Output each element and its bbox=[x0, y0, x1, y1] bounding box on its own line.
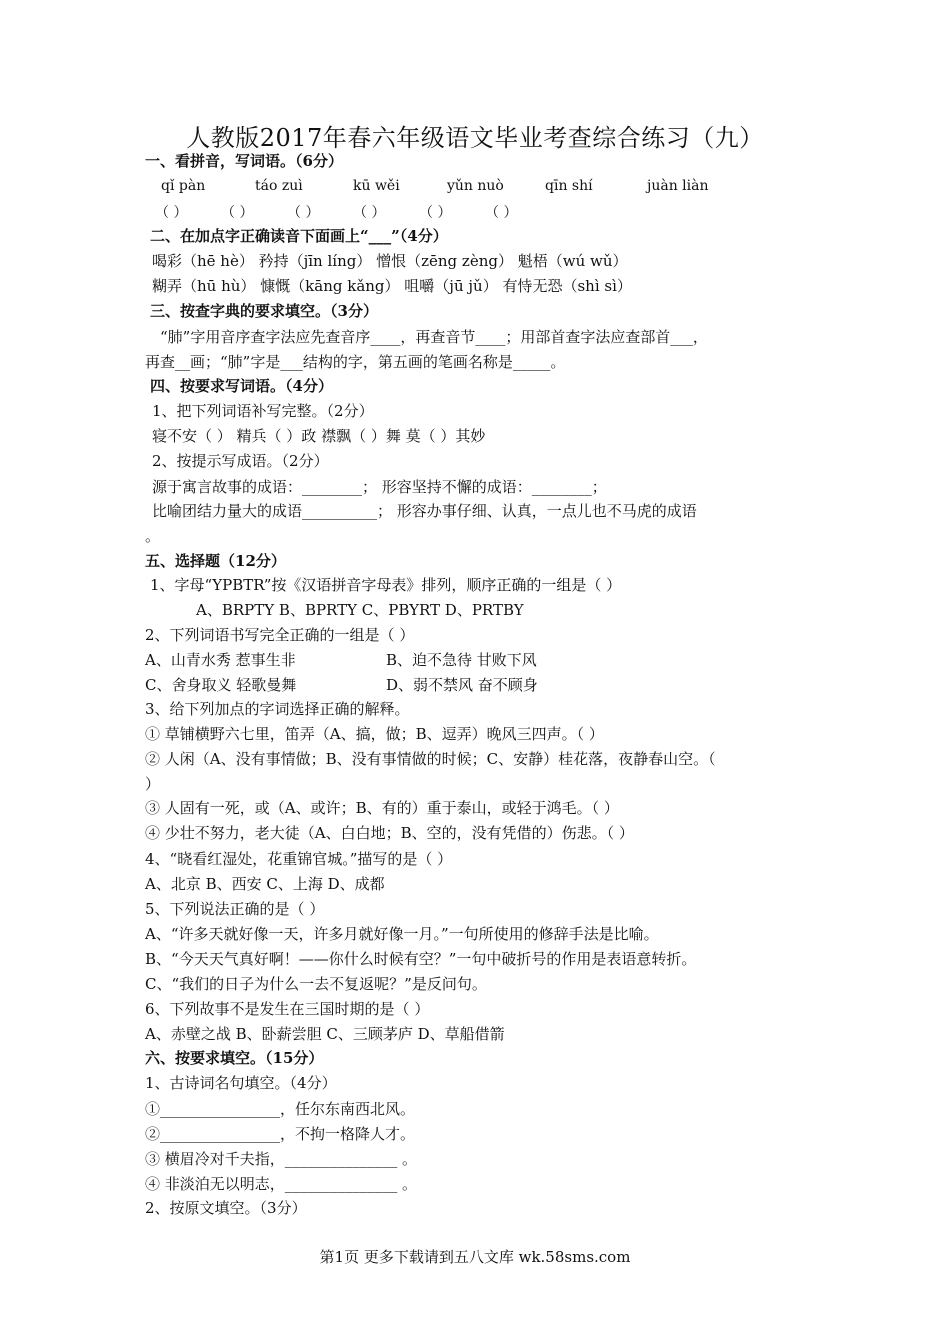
question-5-3-item-2: ② 人闲（A、没有事情做；B、没有事情做的时候；C、安静）桂花落，夜静春山空。（ bbox=[145, 750, 716, 768]
poem-blank-2: ②________________，不拘一格降人才。 bbox=[145, 1125, 416, 1143]
question-5-3: 3、给下列加点的字词选择正确的解释。 bbox=[145, 700, 410, 718]
question-4-1: 1、把下列词语补写完整。（2分） bbox=[152, 402, 374, 420]
section-4-heading: 四、按要求写词语。（4分） bbox=[150, 377, 333, 395]
question-6-2: 2、按原文填空。（3分） bbox=[145, 1199, 307, 1217]
idiom-prompt-b: 比喻团结力量大的成语__________； 形容办事仔细、认真，一点儿也不马虎的成语 bbox=[152, 502, 697, 520]
pinyin-item: qǐ pàn bbox=[161, 178, 206, 194]
page-footer: 第1页 更多下载请到五八文库 wk.58sms.com bbox=[319, 1248, 631, 1266]
pinyin-item: táo zuì bbox=[255, 178, 303, 194]
pinyin-item: juàn liàn bbox=[647, 178, 709, 194]
dictionary-paragraph-line-2: 再查__画；“肺”字是___结构的字，第五画的笔画名称是_____。 bbox=[145, 353, 566, 371]
question-5-3-item-3: ③ 人固有一死，或（A、或许；B、有的）重于泰山，或轻于鸿毛。（ ） bbox=[145, 799, 619, 817]
option-b: B、迫不急待 甘败下风 bbox=[386, 651, 537, 669]
option-d: D、弱不禁风 奋不顾身 bbox=[386, 676, 538, 694]
section-1-heading: 一、看拼音，写词语。（6分） bbox=[145, 152, 343, 170]
question-5-2: 2、下列词语书写完全正确的一组是（ ） bbox=[145, 626, 415, 644]
pinyin-item: qīn shí bbox=[545, 178, 593, 194]
section-2-heading: 二、在加点字正确读音下面画上“___”（4分） bbox=[150, 227, 448, 245]
answer-blank[interactable]: （ ） bbox=[155, 205, 188, 221]
question-4-2: 2、按提示写成语。（2分） bbox=[152, 452, 329, 470]
pinyin-item: yǔn nuò bbox=[447, 178, 504, 194]
answer-blank[interactable]: （ ） bbox=[419, 205, 452, 221]
question-5-1: 1、字母“YPBTR”按《汉语拼音字母表》排列，顺序正确的一组是（ ） bbox=[150, 576, 622, 594]
question-5-3-item-2-cont: ） bbox=[145, 775, 161, 793]
option-c: C、舍身取义 轻歌曼舞 bbox=[145, 676, 297, 694]
poem-blank-1: ①________________，任尔东南西北风。 bbox=[145, 1100, 416, 1118]
idiom-completion-items: 寝不安（ ） 精兵（ ）政 襟飘（ ）舞 莫（ ）其妙 bbox=[152, 427, 486, 445]
dictionary-paragraph-line-1: “肺”字用音序查字法应先查音序____，再查音节____；用部首查字法应查部首___， bbox=[160, 328, 708, 346]
question-5-5: 5、下列说法正确的是（ ） bbox=[145, 900, 325, 918]
answer-blank[interactable]: （ ） bbox=[287, 205, 320, 221]
question-5-5-c: C、“我们的日子为什么一去不复返呢？”是反问句。 bbox=[145, 975, 487, 993]
option-a: A、山青水秀 惹事生非 bbox=[145, 651, 296, 669]
answer-blank[interactable]: （ ） bbox=[353, 205, 386, 221]
question-5-6: 6、下列故事不是发生在三国时期的是（ ） bbox=[145, 1000, 430, 1018]
pronunciation-row-1: 喝彩（hē hè） 矜持（jīn líng） 憎恨（zēng zèng） 魁梧（wú wǔ） bbox=[152, 252, 628, 270]
idiom-prompt-a: 源于寓言故事的成语：________； 形容坚持不懈的成语：________； bbox=[152, 478, 607, 496]
page-title: 人教版2017年春六年级语文毕业考查综合练习（九） bbox=[186, 124, 764, 152]
question-5-5-b: B、“今天天气真好啊！——你什么时候有空？”一句中破折号的作用是表语意转折。 bbox=[145, 950, 697, 968]
question-5-1-options: A、BRPTY B、BPRTY C、PBYRT D、PRTBY bbox=[196, 601, 524, 619]
question-5-5-a: A、“许多天就好像一天，许多月就好像一月。”一句所使用的修辞手法是比喻。 bbox=[145, 925, 659, 943]
section-3-heading: 三、按查字典的要求填空。（3分） bbox=[150, 302, 378, 320]
answer-blank[interactable]: （ ） bbox=[221, 205, 254, 221]
question-6-1: 1、古诗词名句填空。（4分） bbox=[145, 1074, 337, 1092]
idiom-prompt-c: 。 bbox=[145, 527, 161, 545]
section-5-heading: 五、选择题（12分） bbox=[145, 552, 286, 570]
poem-blank-3: ③ 横眉冷对千夫指，_______________ 。 bbox=[145, 1150, 418, 1168]
question-5-3-item-1: ① 草铺横野六七里，笛弄（A、搞，做；B、逗弄）晚风三四声。（ ） bbox=[145, 725, 604, 743]
question-5-3-item-4: ④ 少壮不努力，老大徒（A、白白地；B、空的，没有凭借的）伤悲。（ ） bbox=[145, 824, 634, 842]
answer-blank[interactable]: （ ） bbox=[485, 205, 518, 221]
poem-blank-4: ④ 非淡泊无以明志，_______________ 。 bbox=[145, 1175, 418, 1193]
question-5-6-options: A、赤壁之战 B、卧薪尝胆 C、三顾茅庐 D、草船借箭 bbox=[145, 1025, 505, 1043]
pinyin-item: kū wěi bbox=[353, 178, 400, 194]
question-5-4: 4、“晓看红湿处，花重锦官城。”描写的是（ ） bbox=[145, 850, 453, 868]
pronunciation-row-2: 糊弄（hū hù） 慷慨（kāng kǎng） 咀嚼（jū jǔ） 有恃无恐（shì sì） bbox=[152, 277, 632, 295]
section-6-heading: 六、按要求填空。（15分） bbox=[145, 1049, 324, 1067]
question-5-4-options: A、北京 B、西安 C、上海 D、成都 bbox=[145, 875, 385, 893]
